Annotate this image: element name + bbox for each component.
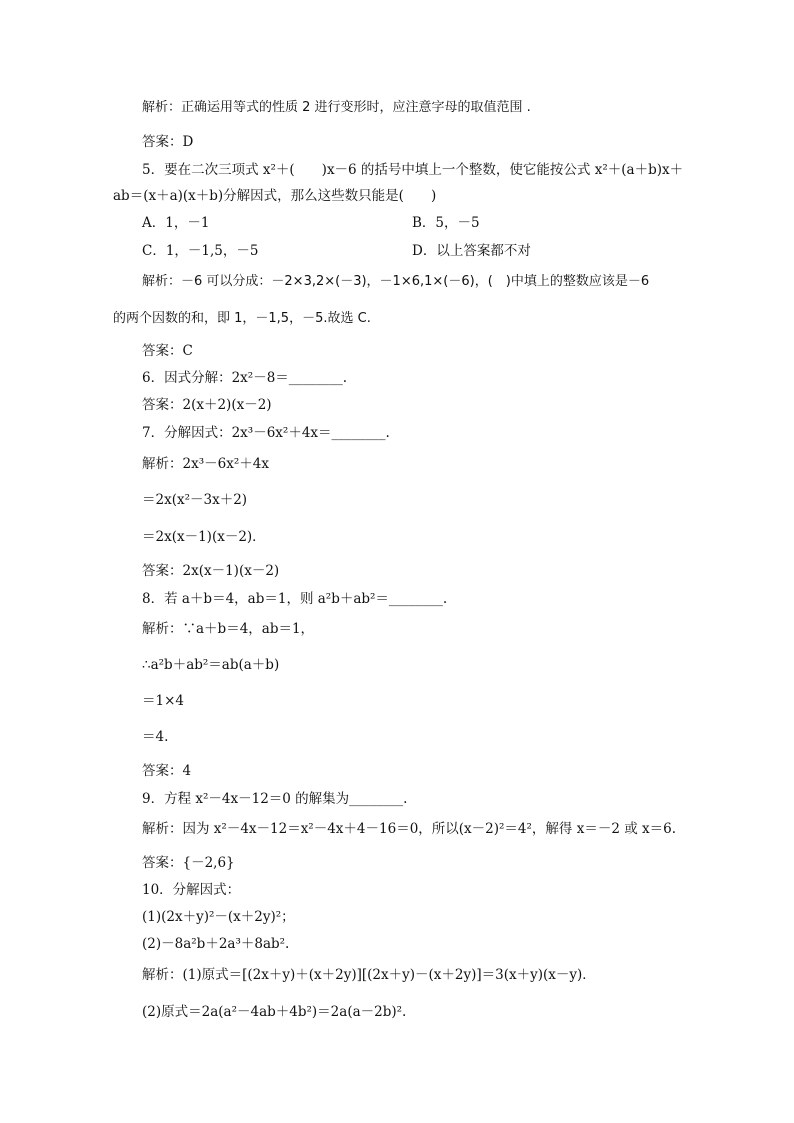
text-line: 答案：{－2,6} <box>142 855 235 871</box>
text-line: 5．要在二次三项式 x²＋( )x－6 的括号中填上一个整数，使它能按公式 x²＋(a＋b)x＋ <box>142 162 684 178</box>
text-line: 答案：C <box>142 343 193 359</box>
text-line: 10．分解因式： <box>142 882 241 898</box>
text-line: 解析：2x³－6x²＋4x <box>142 456 269 472</box>
text-line: D．以上答案都不对 <box>412 243 531 259</box>
text-line: 答案：2x(x－1)(x－2) <box>142 563 280 579</box>
text-line: ＝2x(x－1)(x－2)． <box>142 529 266 545</box>
text-line: 答案：4 <box>142 763 192 779</box>
text-line: ∴a²b＋ab²＝ab(a＋b) <box>142 657 280 673</box>
text-line: 解析：－6 可以分成：－2×3,2×(－3)，－1×6,1×(－6)，( )中填上的整数应该是－6 <box>142 274 650 289</box>
text-line: ＝1×4 <box>142 693 184 709</box>
text-line: ＝4. <box>142 729 169 745</box>
text-line: 的两个因数的和，即 1，－1,5，－5.故选 C. <box>113 311 371 326</box>
text-line: 解析：正确运用等式的性质 2 进行变形时，应注意字母的取值范围 . <box>142 100 531 115</box>
text-line: 答案：D <box>142 134 194 150</box>
text-line: B．5，－5 <box>412 215 480 231</box>
text-line: A．1，－1 <box>142 215 210 231</box>
text-line: 7．分解因式：2x³－6x²＋4x＝________. <box>142 425 390 441</box>
text-line: ab＝(x＋a)(x＋b)分解因式，那么这些数只能是( ) <box>113 188 437 204</box>
text-line: 9．方程 x²－4x－12＝0 的解集为________. <box>142 791 408 807</box>
text-line: (2)原式＝2a(a²－4ab＋4b²)＝2a(a－2b)². <box>142 1004 407 1020</box>
text-line: 6．因式分解：2x²－8＝________. <box>142 370 348 386</box>
text-line: 解析：因为 x²－4x－12＝x²－4x＋4－16＝0，所以(x－2)²＝4²，解得 x＝－2 或 x＝6. <box>142 821 677 837</box>
text-line: (2)－8a²b＋2a³＋8ab². <box>142 936 290 952</box>
text-line: 解析：(1)原式＝[(2x＋y)＋(x＋2y)][(2x＋y)－(x＋2y)]＝3(x＋y)(x－y)． <box>142 967 596 983</box>
text-line: C．1，－1,5，－5 <box>142 243 259 259</box>
text-line: 解析：∵a＋b＝4，ab＝1， <box>142 621 315 637</box>
text-line: ＝2x(x²－3x＋2) <box>142 492 248 508</box>
text-line: 8．若 a＋b＝4，ab＝1，则 a²b＋ab²＝________. <box>142 591 448 607</box>
text-line: 答案：2(x＋2)(x－2) <box>142 397 272 413</box>
text-line: (1)(2x＋y)²－(x＋2y)²； <box>142 909 295 925</box>
